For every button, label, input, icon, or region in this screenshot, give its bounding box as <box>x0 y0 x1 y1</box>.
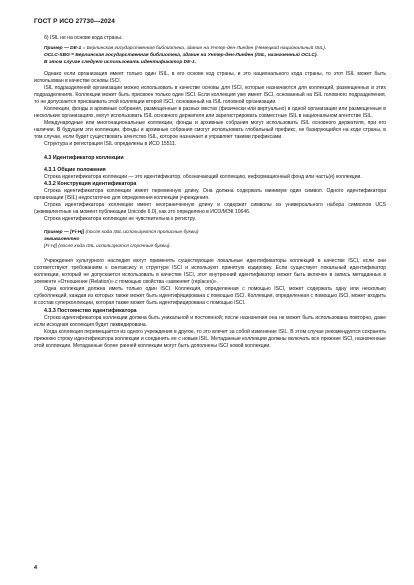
example-2-text: (после кода ISIL используются прописные буквы) <box>84 230 199 236</box>
paragraph: Строка идентификатора коллекции имеет переменную длину. Она должна содержать минимум один символ. Одного идентификатора организации (ISIL) недостаточно для определения коллекции учреждения. <box>34 188 386 202</box>
page-header: ГОСТ Р ИСО 27730—2024 <box>34 18 115 25</box>
section-heading-4-3: 4.3 Идентификатор коллекции <box>44 155 124 162</box>
paragraph: Когда коллекция перемещается из одного учреждения в другое, то это влечет за собой изменение ISIL. В этом случае рекомендуется сохранять прежнюю строку идентификатора коллекции и соединить ее с новым ISIL. Метаданные коллекции должны включать все прежние ISCI, назначенные этой коллекции. Метаданные более ранней коллекции могут быть дополнены ISCI новой коллекции. <box>34 328 386 349</box>
paragraph: Коллекции, фонды и архивные собрания, размещенные в разных местах (физически или виртуально) в одной организации или размещенные в нескольких организациях, могут использовать ISIL основного держателя или зарегистрировать совместные ISIL в национальном агентстве ISIL. <box>34 106 386 120</box>
paragraph: Строка идентификатора коллекции не чувствительна к регистру. <box>44 216 196 223</box>
paragraph: Международные или многонациональные коллекции, фонды и архивные собрания могут использовать ISIL основного держателя, при его наличии. В будущем эти коллекции, фонды и архивные собрания смогут использовать глобальный префикс, не базирующийся на коде страны, в том случае, если будет существовать агентство ISIL, которое назначает и управляет такими префиксами. <box>34 120 386 141</box>
example-1-oclc: OCLC-SBG = Берлинская государственная библиотека, здание на Унтер-ден-Линден (ISIL, назначенный OCLC). <box>44 52 318 58</box>
section-heading-4-3-1: 4.3.1 Общие положения <box>44 166 106 173</box>
paragraph: Строка идентификатора коллекции имеет неограниченную длину и содержит символы из универсального набора символов UCS (эквивалентные на момент публикации Unicode 6.0), как это определено в ИСО/МЭК 10646. <box>34 202 386 216</box>
section-heading-4-3-3: 4.3.3 Постоянство идентификатора <box>44 307 137 314</box>
paragraph: ISIL подразделений организации можно использовать в качестве основы для ISCI, которые назначаются для коллекций, размещенных в этих подразделениях. Коллекции может быть присвоен только один ISCI. Если коллекция уже имеет ISCI, основанный на ISIL головного подразделения, то не допускается присваивать этой коллекции второй ISCI, основанный на ISIL головной организации. <box>34 84 386 105</box>
paragraph: Строка идентификатора коллекции должна быть уникальной и постоянной; после назначения она не может быть использована повторно, даже если исходная коллекция будет ликвидирована. <box>34 314 386 328</box>
page-number: 4 <box>34 565 38 571</box>
paragraph: Структура и регистрация ISIL определены в ИСО 15511. <box>44 141 177 148</box>
list-item-b: б) ISIL не на основе кода страны. <box>44 35 123 41</box>
example-2 <box>34 230 386 237</box>
paragraph: Одна коллекция должна иметь только один ISCI. Коллекция, определенная с помощью ISCI, может содержать одну или несколько субколлекций, каждая из которых также может быть идентифицирована с помощью ISCI. Коллекция, определенная с помощью ISCI, может входить в состав суперколлекции, которая также может быть идентифицирована с помощью ISCI. <box>34 286 386 307</box>
paragraph: Строка идентификатора коллекции — это идентификатор, обозначающий коллекцию, информационный фонд или часть(и) коллекции. <box>44 173 362 180</box>
example-2-label: Пример — [Fi-Hj] <box>44 230 85 236</box>
example-1-text: = Берлинская государственная библиотека, здание на Унтер-ден-Линден (Немецкий национальный ISIL). <box>81 46 327 52</box>
paragraph: Учреждения культурного наследия могут применять существующие локальные идентификаторы коллекций в качестве ISCI, если они соответствуют требованиям к синтаксису и структуре ISCI и используют принятую кодировку. Если существует локальный идентификатор коллекции, который не допускается использовать в качестве ISCI, этот внутренний идентификатор может быть включен в запись метаданных в элементе «Отношение (Relation)» с помощью свойства «заменяет (replaces)». <box>34 258 386 286</box>
example-2-line2: [Fi-Hj] (после кода ISIL используются строчные буквы). <box>44 244 171 250</box>
example-1-note: В этом случае следует использовать идентификатор DE-1. <box>44 59 197 65</box>
paragraph: Однако если организация имеет только один ISIL, в его основе код страны, и это национального кода страны, то этот ISIL может быть использован в качестве основы ISCI. <box>34 70 386 84</box>
example-2-equivalent: эквивалентно <box>44 237 80 243</box>
document-page <box>34 18 386 350</box>
example-1-label: Пример — DE-1 <box>44 46 82 52</box>
section-heading-4-3-2: 4.3.2 Конструкция идентификатора <box>44 180 137 187</box>
example-1 <box>34 46 386 53</box>
